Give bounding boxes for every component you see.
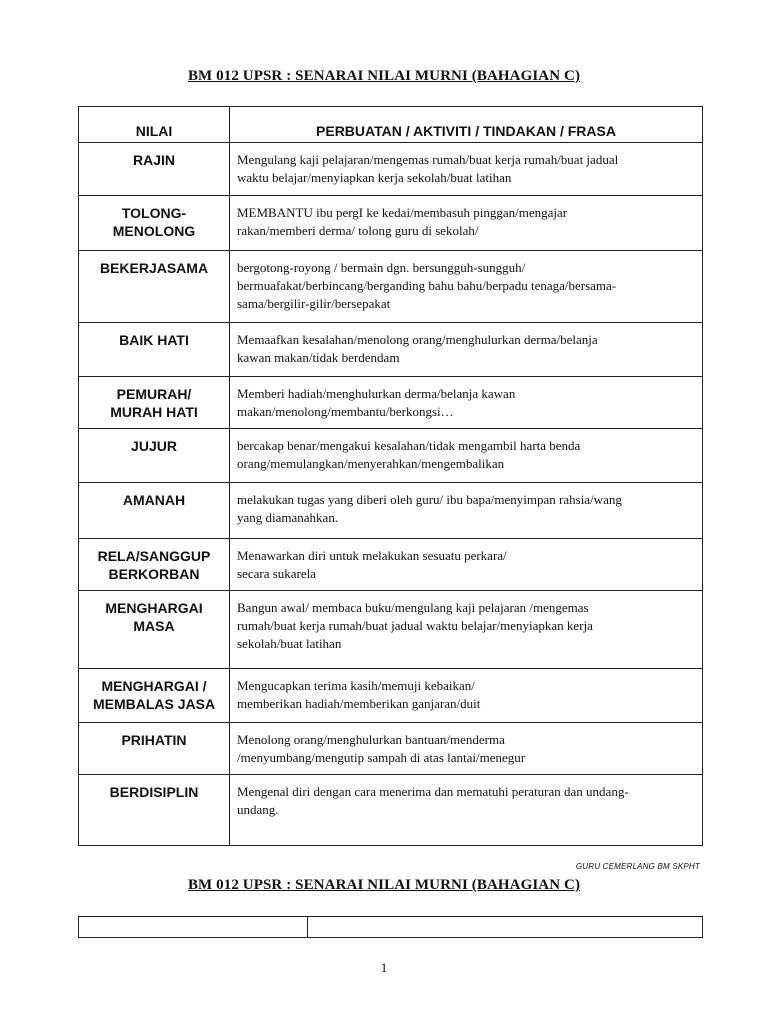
nilai-cell (79, 323, 230, 377)
description-line: secara sukarela (237, 566, 317, 581)
nilai-line: PRIHATIN (121, 732, 187, 748)
table-row (79, 377, 703, 429)
description-line: makan/menolong/membantu/berkongsi… (237, 404, 454, 419)
nilai-cell (79, 775, 230, 846)
description-line: Menolong orang/menghulurkan bantuan/menderma (237, 732, 505, 747)
description-line: melakukan tugas yang diberi oleh guru/ ibu bapa/menyimpan rahsia/wang (237, 492, 622, 507)
description-line: Mengucapkan terima kasih/memuji kebaikan/ (237, 678, 475, 693)
page-number: 1 (380, 960, 388, 975)
table-row (79, 323, 703, 377)
description-cell (230, 323, 703, 377)
header-nilai: NILAI (79, 107, 230, 143)
nilai-line: MENGHARGAI / (101, 678, 207, 694)
description-line: bergotong-royong / bermain dgn. bersungguh-sungguh/ (237, 260, 526, 275)
table-row (79, 196, 703, 251)
empty-cell (79, 917, 308, 938)
description-line: rumah/buat kerja rumah/buat jadual waktu belajar/menyiapkan kerja (237, 618, 593, 633)
nilai-line: AMANAH (122, 492, 186, 508)
description-line: Mengenal diri dengan cara menerima dan mematuhi peraturan dan undang- (237, 784, 629, 799)
description-cell (230, 591, 703, 669)
empty-cell (308, 917, 703, 938)
description-line: sama/bergilir-gilir/bersepakat (237, 296, 391, 311)
footer-note: GURU CEMERLANG BM SKPHT (575, 862, 700, 871)
nilai-cell (79, 723, 230, 775)
description-cell (230, 723, 703, 775)
description-cell (230, 775, 703, 846)
table-row (79, 429, 703, 483)
nilai-cell (79, 539, 230, 591)
nilai-line: BAIK HATI (119, 332, 189, 348)
nilai-cell (79, 143, 230, 196)
nilai-cell (79, 591, 230, 669)
description-line: bercakap benar/mengakui kesalahan/tidak mengambil harta benda (237, 438, 581, 453)
values-table (78, 106, 703, 846)
nilai-line: BERKORBAN (108, 566, 200, 582)
continuation-table (78, 916, 703, 938)
nilai-cell (79, 483, 230, 539)
nilai-line: TOLONG- (121, 205, 187, 221)
table-row (79, 483, 703, 539)
description-cell (230, 669, 703, 723)
table-row (79, 143, 703, 196)
nilai-line: PEMURAH/ (116, 386, 192, 402)
description-line: Memaafkan kesalahan/menolong orang/menghulurkan derma/belanja (237, 332, 598, 347)
table-header-row (79, 107, 703, 143)
nilai-line: RELA/SANGGUP (97, 548, 211, 564)
description-line: waktu belajar/menyiapkan kerja sekolah/buat latihan (237, 170, 512, 185)
table-row (79, 917, 703, 938)
description-cell (230, 429, 703, 483)
description-line: Mengulang kaji pelajaran/mengemas rumah/buat kerja rumah/buat jadual (237, 152, 619, 167)
nilai-line: RAJIN (132, 152, 175, 168)
nilai-line: MENGHARGAI (105, 600, 203, 616)
table-row (79, 669, 703, 723)
header-perbuatan: PERBUATAN / AKTIVITI / TINDAKAN / FRASA (230, 107, 703, 143)
description-cell (230, 377, 703, 429)
description-line: /menyumbang/mengutip sampah di atas lantai/menegur (237, 750, 526, 765)
nilai-cell (79, 251, 230, 323)
description-line: Memberi hadiah/menghulurkan derma/belanja kawan (237, 386, 516, 401)
table-row (79, 539, 703, 591)
nilai-line: MEMBALAS JASA (92, 696, 216, 712)
description-line: Menawarkan diri untuk melakukan sesuatu perkara/ (237, 548, 507, 563)
description-cell (230, 483, 703, 539)
nilai-line: BEKERJASAMA (99, 260, 209, 276)
nilai-cell (79, 377, 230, 429)
description-line: orang/memulangkan/menyerahkan/mengembalikan (237, 456, 505, 471)
description-line: kawan makan/tidak berdendam (237, 350, 400, 365)
table-row (79, 723, 703, 775)
description-line: rakan/memberi derma/ tolong guru di sekolah/ (237, 223, 479, 238)
nilai-cell (79, 196, 230, 251)
table-row (79, 775, 703, 846)
table-row (79, 251, 703, 323)
description-cell (230, 196, 703, 251)
description-line: sekolah/buat latihan (237, 636, 342, 651)
description-cell (230, 143, 703, 196)
nilai-line: MENOLONG (112, 223, 196, 239)
description-line: yang diamanahkan. (237, 510, 339, 525)
description-line: bermuafakat/berbincang/berganding bahu bahu/berpadu tenaga/bersama- (237, 278, 617, 293)
nilai-line: JUJUR (131, 438, 177, 454)
description-cell (230, 539, 703, 591)
nilai-line: MURAH HATI (110, 404, 198, 420)
document-title-repeat: BM 012 UPSR : SENARAI NILAI MURNI (BAHAGIAN C) (187, 877, 581, 893)
nilai-cell (79, 429, 230, 483)
table-row (79, 591, 703, 669)
description-line: undang. (237, 802, 279, 817)
description-line: MEMBANTU ibu pergI ke kedai/membasuh pinggan/mengajar (237, 205, 568, 220)
nilai-line: MASA (133, 618, 175, 634)
description-line: Bangun awal/ membaca buku/mengulang kaji pelajaran /mengemas (237, 600, 589, 615)
description-line: memberikan hadiah/memberikan ganjaran/duit (237, 696, 481, 711)
nilai-cell (79, 669, 230, 723)
document-title: BM 012 UPSR : SENARAI NILAI MURNI (BAHAGIAN C) (187, 68, 581, 84)
description-cell (230, 251, 703, 323)
nilai-line: BERDISIPLIN (109, 784, 199, 800)
